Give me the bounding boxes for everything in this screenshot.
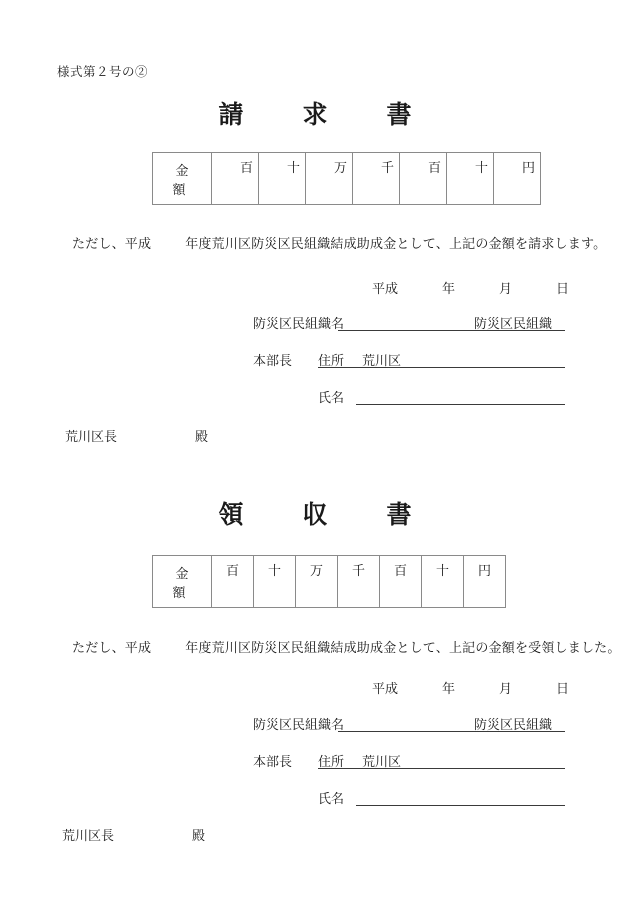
invoice-name-row (0, 387, 630, 424)
receipt-address-label: 住所 (318, 754, 345, 769)
receipt-organization-label: 防災区民組織名 (253, 717, 345, 732)
receipt-addressee (62, 825, 205, 844)
receipt-name-rule[interactable] (356, 805, 565, 806)
amount-cell-hyaku[interactable]: 百 (380, 556, 422, 608)
invoice-statement-suffix: 年度荒川区防災区民組織結成助成金として、上記の金額を請求します。 (185, 236, 607, 251)
amount-cell-en[interactable]: 円 (464, 556, 506, 608)
invoice-organization-label: 防災区民組織名 (253, 316, 345, 331)
invoice-addressee (65, 426, 208, 445)
receipt-signature-block (0, 714, 630, 825)
receipt-addressee-name: 荒川区長 (62, 828, 115, 843)
invoice-date-month-unit: 月 (499, 281, 513, 296)
invoice-address-prefix: 荒川区 (362, 353, 402, 368)
amount-cell-ten-man[interactable]: 十 (254, 556, 296, 608)
receipt-address-prefix: 荒川区 (362, 754, 402, 769)
receipt-chief-label: 本部長 (253, 754, 293, 769)
receipt-addressee-honorific: 殿 (192, 828, 206, 843)
invoice-title: 請 求 書 (218, 102, 429, 129)
receipt-statement (72, 637, 621, 656)
receipt-address-row (0, 751, 630, 788)
invoice-signature-block (0, 313, 630, 424)
receipt-address-label-rule (318, 768, 356, 769)
receipt-organization-row (0, 714, 630, 751)
form-code-label: 様式第２号の② (57, 65, 149, 79)
receipt-title: 領 収 書 (218, 502, 429, 529)
receipt-date-line (372, 678, 569, 697)
receipt-date-era: 平成 (372, 681, 399, 696)
receipt-statement-prefix: ただし、平成 (72, 640, 152, 655)
amount-cell-man[interactable]: 万 (306, 153, 353, 205)
invoice-addressee-name: 荒川区長 (65, 429, 118, 444)
receipt-statement-suffix: 年度荒川区防災区民組織結成助成金として、上記の金額を受領しました。 (185, 640, 621, 655)
invoice-address-row (0, 350, 630, 387)
table-row (153, 556, 506, 608)
receipt-date-day-unit: 日 (556, 681, 570, 696)
amount-cell-sen[interactable]: 千 (338, 556, 380, 608)
invoice-name-label: 氏名 (318, 390, 345, 405)
amount-cell-hyaku[interactable]: 百 (400, 153, 447, 205)
receipt-amount-table (152, 555, 506, 608)
table-row (153, 153, 541, 205)
receipt-organization-suffix: 防災区民組織 (474, 717, 553, 732)
amount-label-cell: 金 額 (153, 153, 212, 205)
amount-label-cell: 金 額 (153, 556, 212, 608)
invoice-statement-prefix: ただし、平成 (72, 236, 152, 251)
invoice-chief-label: 本部長 (253, 353, 293, 368)
receipt-name-row (0, 788, 630, 825)
invoice-date-line (372, 278, 569, 297)
receipt-date-month-unit: 月 (499, 681, 513, 696)
amount-cell-sen[interactable]: 千 (353, 153, 400, 205)
invoice-statement (72, 233, 606, 252)
receipt-name-label: 氏名 (318, 791, 345, 806)
invoice-name-rule[interactable] (356, 404, 565, 405)
amount-cell-hundred-man[interactable]: 百 (212, 556, 254, 608)
invoice-address-label-rule (318, 367, 356, 368)
invoice-organization-row (0, 313, 630, 350)
amount-cell-man[interactable]: 万 (296, 556, 338, 608)
invoice-date-day-unit: 日 (556, 281, 570, 296)
invoice-date-year-unit: 年 (442, 281, 456, 296)
amount-cell-en[interactable]: 円 (494, 153, 541, 205)
amount-cell-hundred-man[interactable]: 百 (212, 153, 259, 205)
invoice-amount-table (152, 152, 541, 205)
amount-cell-ten-man[interactable]: 十 (259, 153, 306, 205)
invoice-organization-suffix: 防災区民組織 (474, 316, 553, 331)
receipt-date-year-unit: 年 (442, 681, 456, 696)
invoice-addressee-honorific: 殿 (195, 429, 209, 444)
amount-cell-juu[interactable]: 十 (422, 556, 464, 608)
invoice-address-label: 住所 (318, 353, 345, 368)
invoice-date-era: 平成 (372, 281, 399, 296)
amount-cell-juu[interactable]: 十 (447, 153, 494, 205)
